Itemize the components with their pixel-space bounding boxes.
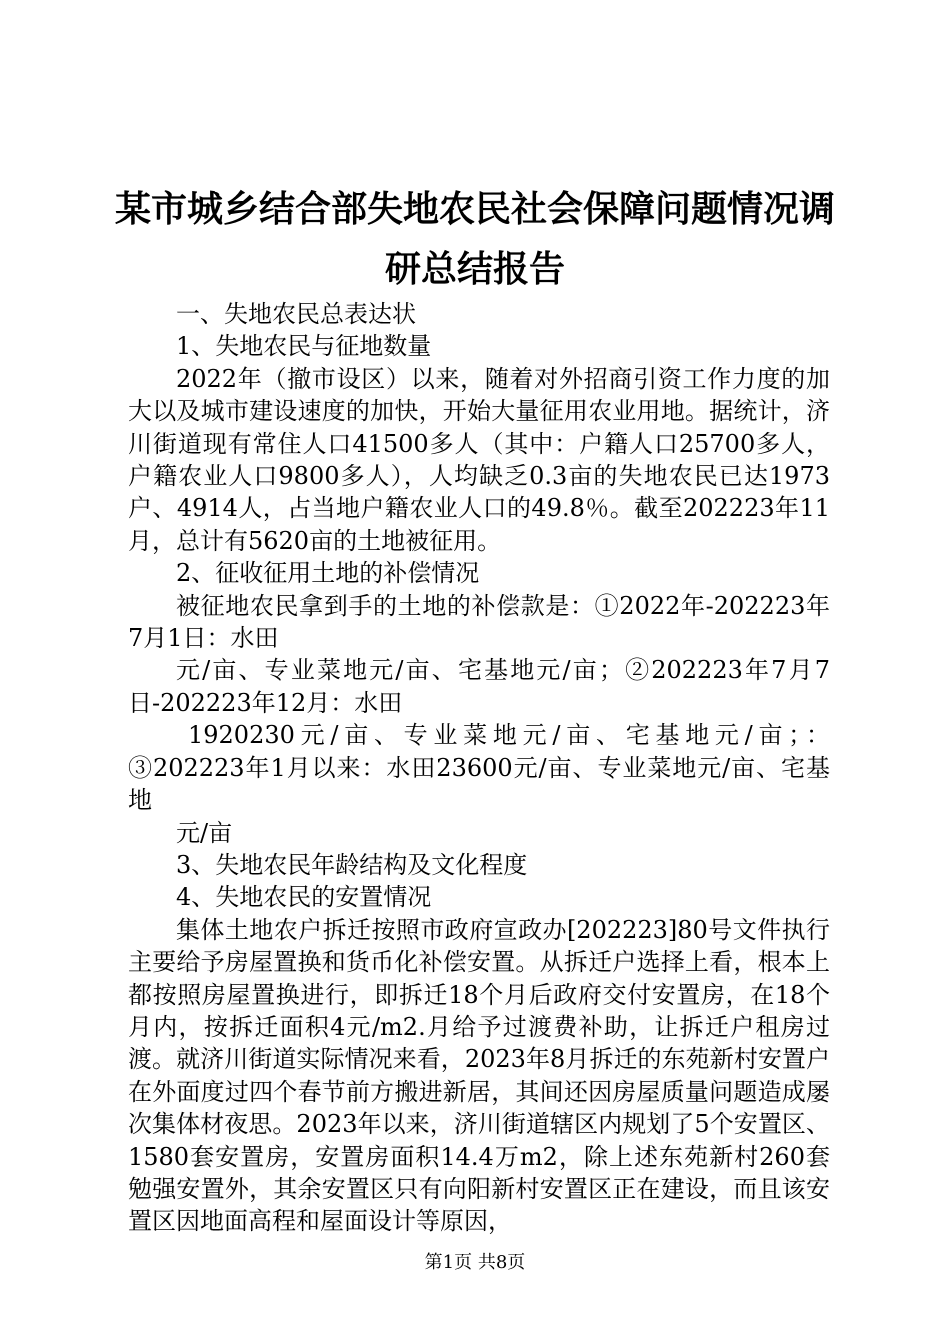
section-heading: 一、失地农民总表达状 (176, 300, 416, 328)
document-body (128, 298, 830, 1238)
body-paragraph: 1920230元/亩、专业菜地元/亩、宅基地元/亩；：③202223年1月以来：水田23600元/亩、专业菜地元/亩、宅基地 (128, 721, 830, 815)
body-paragraph: 元/亩、专业菜地元/亩、宅基地元/亩；②202223年7月7日-202223年12月：水田 (128, 656, 830, 717)
document-title-line-2: 研总结报告 (384, 249, 565, 290)
body-paragraph: 被征地农民拿到手的土地的补偿款是：①2022年-202223年7月1日：水田 (128, 591, 830, 653)
document-title-line-1: 某市城乡结合部失地农民社会保障问题情况调 (114, 189, 835, 230)
subsection-heading: 3、失地农民年龄结构及文化程度 (176, 850, 528, 879)
body-paragraph: 2022年（撤市设区）以来，随着对外招商引资工作力度的加大以及城市建设速度的加快，开始大量征用农业用地。据统计，济川街道现有常住人口41500多人（其中：户籍人口25700多人，户籍农业人口9800多人），人均缺乏0.3亩的失地农民已达1973户、4914人，占当地户籍农业人口的49.8％。截至202223年11月，总计有5620亩的土地被征用。 (128, 364, 830, 555)
subsection-heading: 4、失地农民的安置情况 (176, 883, 432, 912)
body-paragraph: 集体土地农户拆迁按照市政府宣政办[202223]80号文件执行主要给予房屋置换和货币化补偿安置。从拆迁户选择上看，根本上都按照房屋置换进行，即拆迁18个月后政府交付安置房，在18个月内，按拆迁面积4元/m2.月给予过渡费补助，让拆迁户租房过渡。就济川街道实际情况来看，2023年8月拆迁的东苑新村安置户在外面度过四个春节前方搬进新居，其间还因房屋质量问题造成屡次集体材夜思。2023年以来，济川街道辖区内规划了5个安置区、1580套安置房，安置房面积14.4万m2，除上述东苑新村260套勉强安置外，其余安置区只有向阳新村安置区正在建设，而且该安置区因地面高程和屋面设计等原因， (128, 915, 830, 1236)
subsection-heading: 1、失地农民与征地数量 (176, 332, 432, 361)
subsection-heading: 2、征收征用土地的补偿情况 (176, 559, 480, 588)
body-paragraph: 元/亩 (176, 818, 233, 847)
page-number-footer: 第1页 共8页 (424, 1252, 526, 1273)
